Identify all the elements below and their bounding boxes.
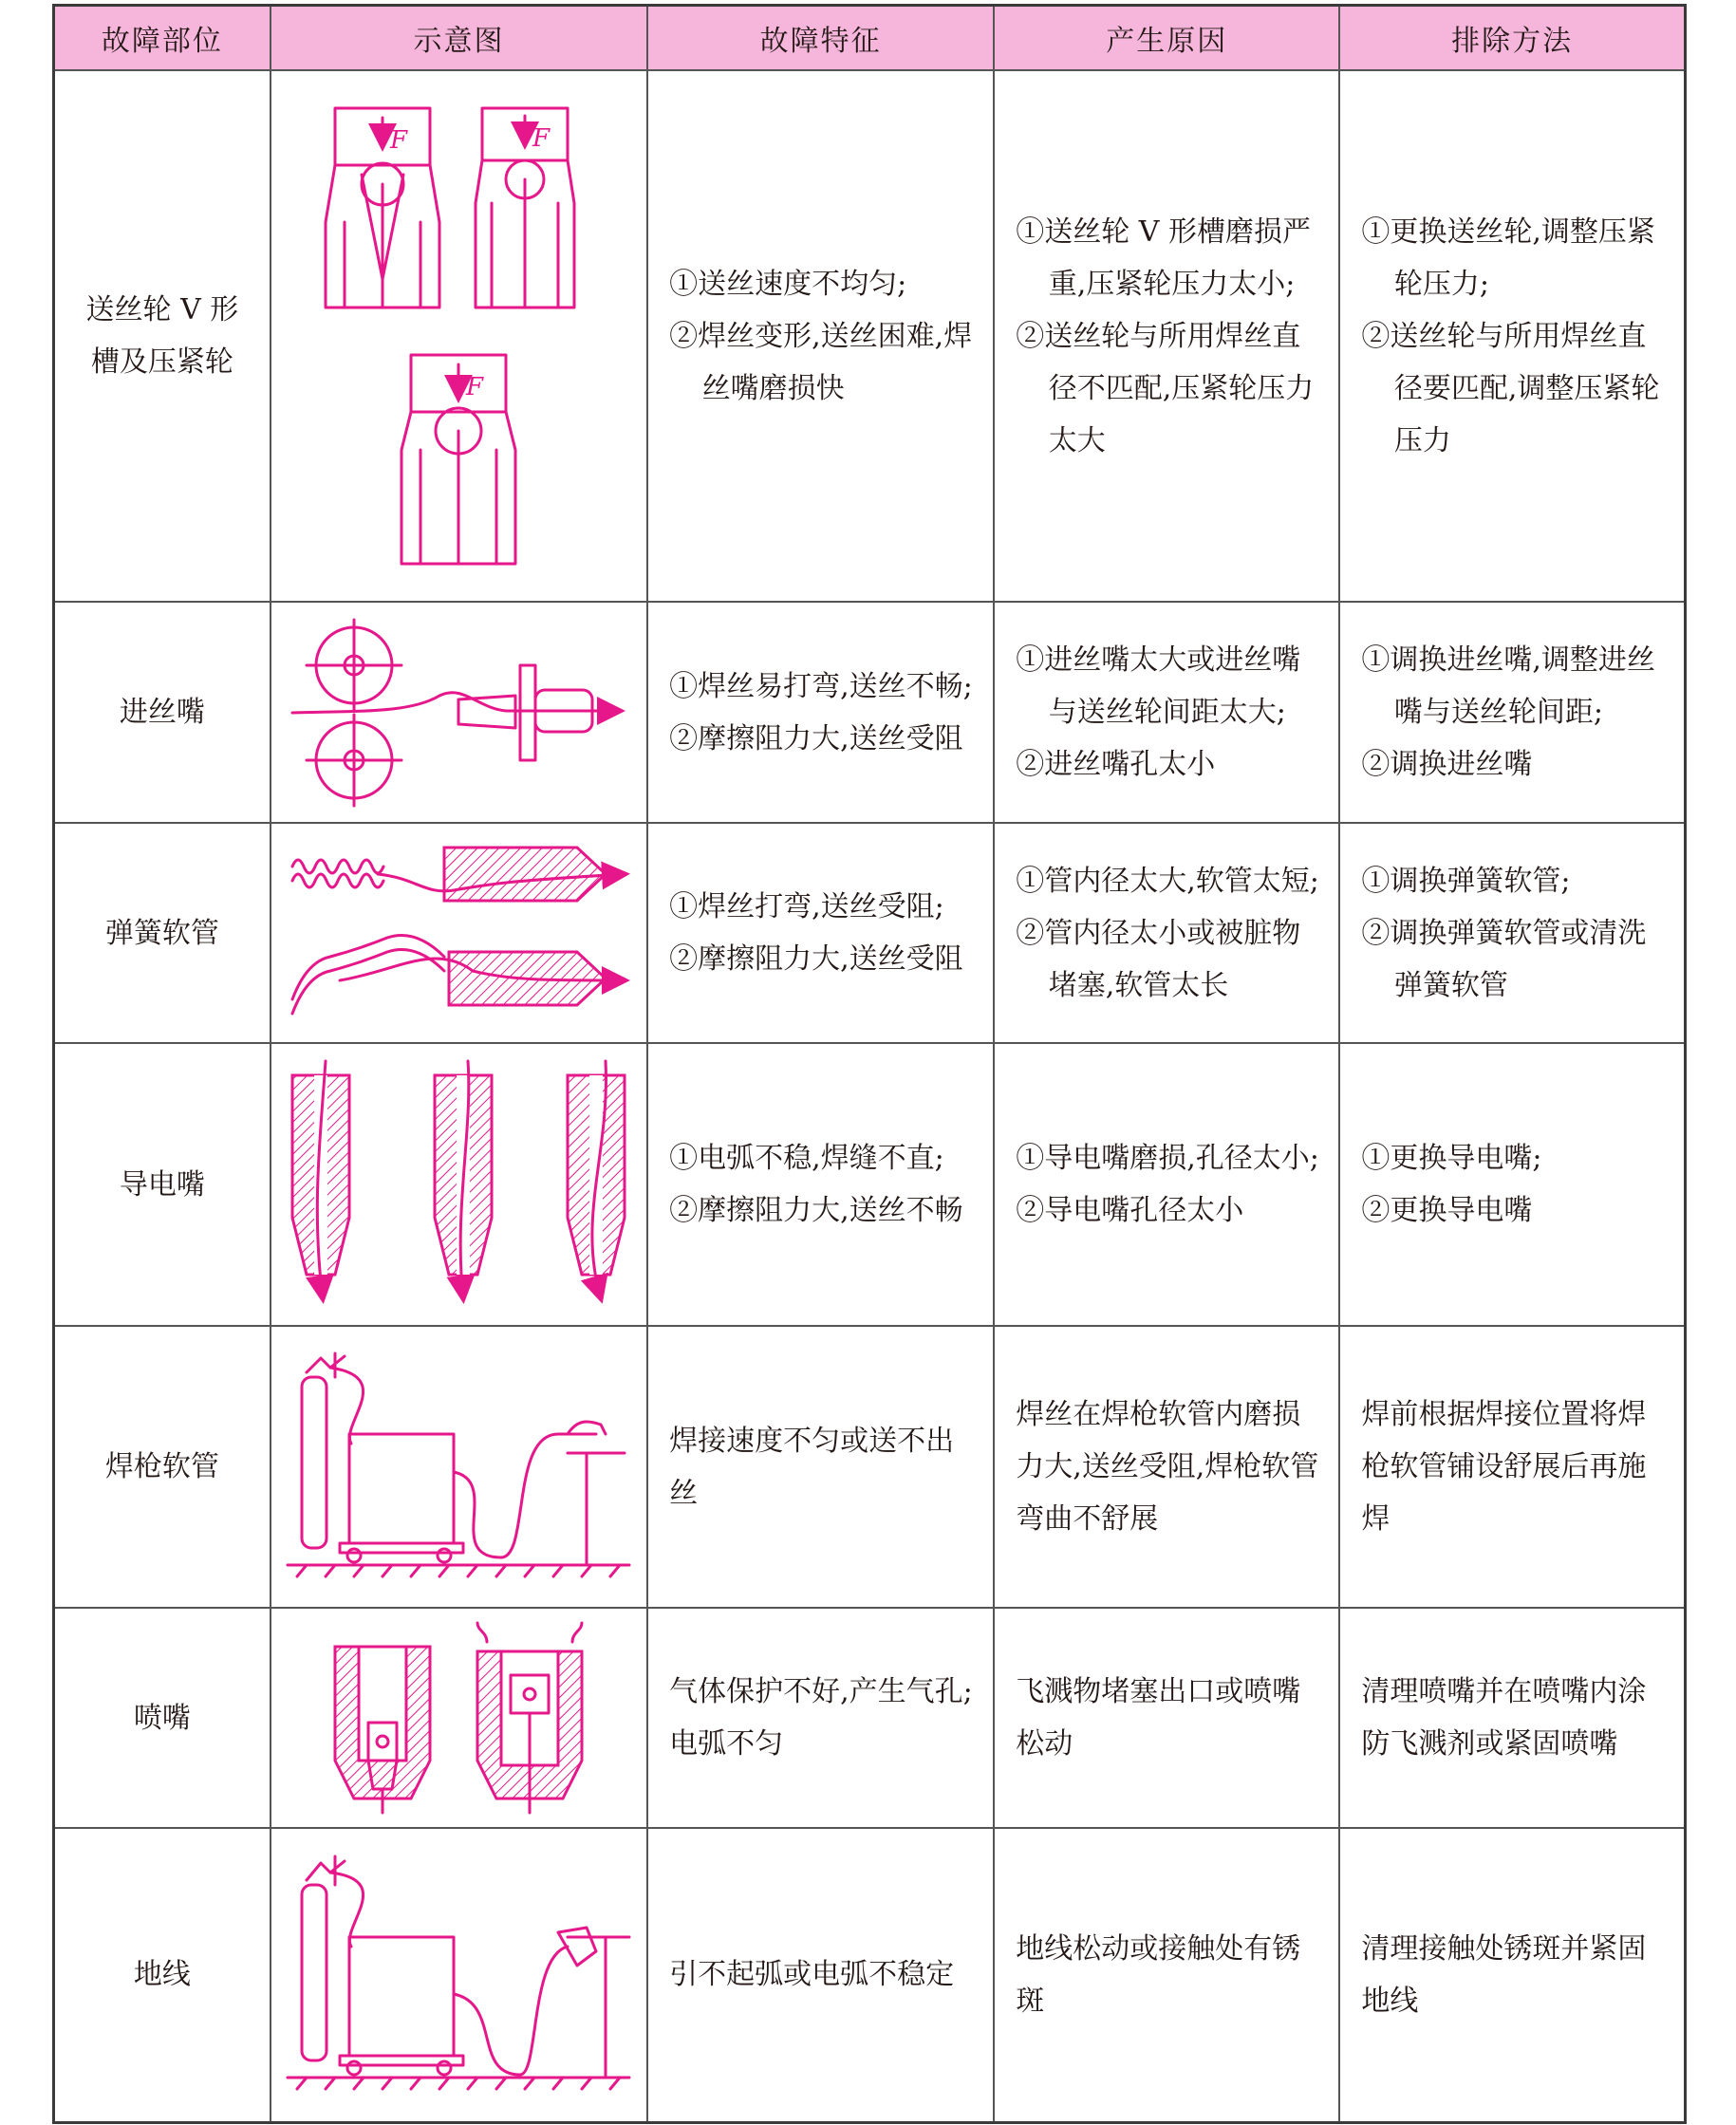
gas-nozzle-diagram-icon	[316, 1618, 601, 1817]
fault-feature-item: ①送丝速度不均匀;	[669, 267, 907, 301]
fault-location-line: 焊枪软管	[104, 1450, 219, 1483]
remedy-item: 清理喷嘴并在喷嘴内涂防飞溅剂或紧固喷嘴	[1361, 1675, 1647, 1761]
force-label: F	[532, 124, 551, 153]
cause-item: ①进丝嘴太大或进丝嘴与送丝轮间距太大;	[1016, 643, 1301, 729]
remedy-item: 清理接触处锈斑并紧固地线	[1361, 1931, 1647, 2018]
fault-feature-item: ②摩擦阻力大,送丝受阻	[669, 721, 963, 755]
diagram-cell	[271, 1043, 647, 1326]
fault-feature-item: ①焊丝易打弯,送丝不畅;	[669, 669, 973, 703]
table-row	[54, 1326, 1686, 1608]
remedy-cell	[1339, 602, 1685, 823]
remedy-item: ①调换进丝嘴,调整进丝嘴与送丝轮间距;	[1361, 643, 1655, 729]
cause-item: 地线松动或接触处有锈斑	[1016, 1931, 1301, 2018]
remedy-cell	[1339, 1043, 1685, 1326]
torch-hose-diagram-icon	[283, 1339, 634, 1595]
fault-feature-item: ②焊丝变形,送丝困难,焊丝嘴磨损快	[669, 319, 973, 405]
feed-roller-v-groove-diagram-icon	[316, 89, 601, 583]
header-row	[54, 6, 1686, 71]
cause-item: 飞溅物堵塞出口或喷嘴松动	[1016, 1675, 1301, 1761]
ground-cable-diagram-icon	[283, 1842, 634, 2108]
wire-inlet-guide-diagram-icon	[288, 618, 629, 808]
fault-feature-item: ①焊丝打弯,送丝受阻;	[669, 890, 944, 923]
force-label: F	[390, 126, 408, 155]
diagram-cell	[271, 1828, 647, 2122]
fault-location-cell	[54, 1608, 271, 1828]
cause-item: ②进丝嘴孔太小	[1016, 748, 1216, 781]
fault-location-cell	[54, 70, 271, 602]
cause-cell	[994, 1326, 1339, 1608]
remedy-item: 焊前根据焊接位置将焊枪软管铺设舒展后再施焊	[1361, 1398, 1647, 1536]
fault-location-line: 弹簧软管	[104, 916, 219, 950]
fault-feature-item: ②摩擦阻力大,送丝不畅	[669, 1194, 963, 1227]
diagram-cell	[271, 823, 647, 1043]
remedy-item: ②调换进丝嘴	[1361, 748, 1533, 781]
fault-feature-cell	[647, 1043, 994, 1326]
remedy-cell	[1339, 1326, 1685, 1608]
cause-cell	[994, 1043, 1339, 1326]
fault-feature-cell	[647, 1608, 994, 1828]
spring-conduit-diagram-icon	[283, 838, 634, 1028]
remedy-cell	[1339, 823, 1685, 1043]
fault-location-line: 进丝嘴	[119, 696, 205, 729]
fault-location-cell	[54, 1043, 271, 1326]
cause-cell	[994, 70, 1339, 602]
header-fault-location: 故障部位	[54, 6, 271, 71]
remedy-cell	[1339, 1608, 1685, 1828]
cause-item: ②导电嘴孔径太小	[1016, 1194, 1244, 1227]
fault-location-cell	[54, 602, 271, 823]
diagram-cell	[271, 70, 647, 602]
fault-feature-item: 气体保护不好,产生气孔;电弧不匀	[669, 1675, 973, 1761]
cause-item: ②送丝轮与所用焊丝直径不匹配,压紧轮压力太大	[1016, 319, 1315, 457]
cause-cell	[994, 823, 1339, 1043]
force-label: F	[466, 373, 484, 401]
remedy-item: ②更换导电嘴	[1361, 1194, 1533, 1227]
remedy-cell	[1339, 70, 1685, 602]
remedy-item: ②送丝轮与所用焊丝直径要匹配,调整压紧轮压力	[1361, 319, 1660, 457]
fault-feature-item: 引不起弧或电弧不稳定	[669, 1958, 955, 1992]
fault-feature-cell	[647, 70, 994, 602]
remedy-item: ①更换导电嘴;	[1361, 1142, 1542, 1175]
fault-location-line: 导电嘴	[119, 1167, 205, 1202]
fault-table	[52, 4, 1687, 2124]
fault-location-line: 槽及压紧轮	[90, 345, 233, 379]
cause-cell	[994, 1608, 1339, 1828]
diagram-cell	[271, 1608, 647, 1828]
fault-location-line: 送丝轮 V 形	[85, 293, 239, 326]
cause-item: ①送丝轮 V 形槽磨损严重,压紧轮压力太小;	[1016, 214, 1311, 301]
header-cause: 产生原因	[994, 6, 1339, 71]
fault-feature-cell	[647, 1326, 994, 1608]
header-diagram: 示意图	[271, 6, 647, 71]
fault-feature-cell	[647, 1828, 994, 2122]
fault-feature-item: ①电弧不稳,焊缝不直;	[669, 1142, 944, 1175]
remedy-item: ①调换弹簧软管;	[1361, 864, 1571, 898]
fault-location-line: 地线	[133, 1958, 191, 1992]
cause-item: ①管内径太大,软管太短;	[1016, 864, 1319, 898]
cause-item: ②管内径太小或被脏物堵塞,软管太长	[1016, 916, 1301, 1002]
remedy-item: ①更换送丝轮,调整压紧轮压力;	[1361, 214, 1655, 301]
header-remedy: 排除方法	[1339, 6, 1685, 71]
table-row	[54, 1828, 1686, 2122]
diagram-cell	[271, 1326, 647, 1608]
fault-location-cell	[54, 823, 271, 1043]
fault-feature-item: 焊接速度不匀或送不出丝	[669, 1424, 955, 1510]
fault-feature-cell	[647, 823, 994, 1043]
fault-location-cell	[54, 1828, 271, 2122]
diagram-cell	[271, 602, 647, 823]
table-row	[54, 823, 1686, 1043]
table-row	[54, 1043, 1686, 1326]
cause-item: 焊丝在焊枪软管内磨损力大,送丝受阻,焊枪软管弯曲不舒展	[1016, 1398, 1319, 1536]
cause-cell	[994, 1828, 1339, 2122]
header-fault-feature: 故障特征	[647, 6, 994, 71]
fault-location-line: 喷嘴	[133, 1701, 191, 1735]
table-row	[54, 1608, 1686, 1828]
table-row	[54, 602, 1686, 823]
cause-cell	[994, 602, 1339, 823]
table-row	[54, 70, 1686, 602]
fault-feature-item: ②摩擦阻力大,送丝受阻	[669, 942, 963, 976]
contact-tip-diagram-icon	[283, 1056, 634, 1313]
fault-feature-cell	[647, 602, 994, 823]
remedy-item: ②调换弹簧软管或清洗弹簧软管	[1361, 916, 1647, 1002]
cause-item: ①导电嘴磨损,孔径太小;	[1016, 1142, 1319, 1175]
remedy-cell	[1339, 1828, 1685, 2122]
fault-location-cell	[54, 1326, 271, 1608]
